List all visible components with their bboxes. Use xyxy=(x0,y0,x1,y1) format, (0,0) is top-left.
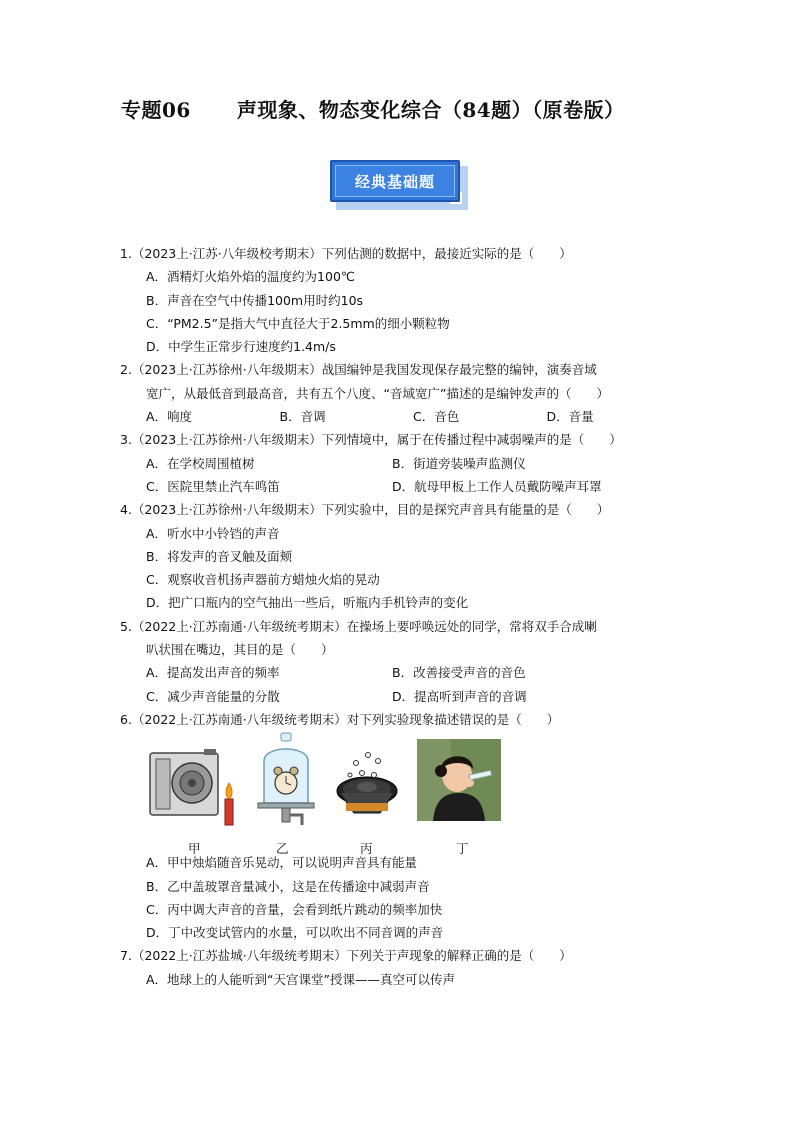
figure-label-bing: 丙 xyxy=(360,841,373,857)
bell-jar-figure xyxy=(250,731,322,837)
radio-candle-figure xyxy=(148,745,244,829)
option-d: D．提高听到声音的音调 xyxy=(392,688,527,704)
q-source: （2022上·江苏盐城·八年级统考期末） xyxy=(131,948,347,964)
option-c: C．丙中调大声音的音量，会看到纸片跳动的频率加快 xyxy=(146,901,443,917)
q-number: 7. xyxy=(120,948,132,964)
option-a: A．提高发出声音的频率 xyxy=(146,665,280,681)
option-d: D．丁中改变试管内的水量，可以吹出不同音调的声音 xyxy=(146,925,444,941)
topic-title: 声现象、物态变化综合（84题）（原卷版） xyxy=(236,98,625,122)
child-photo xyxy=(417,739,501,821)
q-number: 5. xyxy=(120,618,132,634)
option-a: A．在学校周围植树 xyxy=(146,455,255,471)
q-stem: 战国编钟是我国发现保存最完整的编钟，演奏音域 xyxy=(321,362,597,378)
q-stem: 对下列实验现象描述错误的是（ ） xyxy=(346,711,560,727)
q-stem-continued: 叭状围在嘴边，其目的是（ ） xyxy=(146,642,334,658)
topic-number: 专题06 xyxy=(121,98,191,122)
option-b: B．街道旁装噪声监测仪 xyxy=(392,455,526,471)
badge-label: 经典基础题 xyxy=(335,165,455,197)
section-badge xyxy=(330,160,468,212)
q-number: 1. xyxy=(120,246,132,261)
option-a: A．响度 xyxy=(146,409,193,425)
option-a: A．甲中烛焰随音乐晃动，可以说明声音具有能量 xyxy=(146,855,418,871)
question-3 xyxy=(120,428,680,498)
q-source: （2023上·江苏徐州·八年级期末） xyxy=(131,362,322,378)
option-d: D．中学生正常步行速度约1.4m/s xyxy=(146,339,336,355)
q-number: 4. xyxy=(120,502,132,518)
option-d: D．航母甲板上工作人员戴防噪声耳罩 xyxy=(392,478,602,494)
figure-label-ding: 丁 xyxy=(456,841,469,857)
q-stem: 下列估测的数据中，最接近实际的是（ ） xyxy=(321,246,572,261)
option-b: B．将发声的音叉触及面颊 xyxy=(146,548,293,564)
q-stem: 下列情境中，属于在传播过程中减弱噪声的是（ ） xyxy=(321,432,622,448)
option-a: A．听水中小铃铛的声音 xyxy=(146,525,280,541)
q-stem: 下列关于声现象的解释正确的是（ ） xyxy=(346,948,572,964)
question-2 xyxy=(120,358,680,428)
q-number: 2. xyxy=(120,362,132,378)
speaker-figure xyxy=(334,749,400,821)
figure-label-jia: 甲 xyxy=(188,841,201,857)
option-c: C．观察收音机扬声器前方蜡烛火焰的晃动 xyxy=(146,572,380,588)
option-c: C．“PM2.5”是指大气中直径大于2.5mm的细小颗粒物 xyxy=(146,315,450,331)
q-source: （2022上·江苏南通·八年级统考期末） xyxy=(131,711,347,727)
question-4 xyxy=(120,498,680,614)
option-a: A．酒精灯火焰外焰的温度约为100℃ xyxy=(146,269,355,285)
q-number: 3. xyxy=(120,432,132,448)
option-b: B．改善接受声音的音色 xyxy=(392,665,526,681)
option-b: B．音调 xyxy=(279,409,326,425)
q-number: 6. xyxy=(120,711,132,727)
option-c: C．医院里禁止汽车鸣笛 xyxy=(146,478,280,494)
q-source: （2023上·江苏徐州·八年级期末） xyxy=(131,432,322,448)
candle-flame xyxy=(226,783,232,799)
q-stem: 在操场上要呼唤远处的同学，常将双手合成喇 xyxy=(346,618,597,634)
option-a: A．地球上的人能听到“天宫课堂”授课——真空可以传声 xyxy=(146,971,456,987)
option-d: D．音量 xyxy=(546,409,594,425)
q-source: （2023上·江苏徐州·八年级期末） xyxy=(131,502,322,518)
option-b: B．声音在空气中传播100m用时约10s xyxy=(146,292,364,308)
question-7 xyxy=(120,944,680,991)
option-d: D．把广口瓶内的空气抽出一些后，听瓶内手机铃声的变化 xyxy=(146,595,469,611)
figure-label-yi: 乙 xyxy=(276,841,289,857)
page-title xyxy=(121,94,625,123)
question-list xyxy=(120,242,680,991)
q-source: （2022上·江苏南通·八年级统考期末） xyxy=(131,618,347,634)
option-c: C．减少声音能量的分散 xyxy=(146,688,280,704)
question-1 xyxy=(120,242,680,358)
candle xyxy=(225,799,233,825)
experiment-figures xyxy=(120,731,680,857)
q-stem: 下列实验中，目的是探究声音具有能量的是（ ） xyxy=(321,502,610,518)
q-stem-continued: 宽广，从最低音到最高音，共有五个八度、“音域宽广”描述的是编钟发声的（ ） xyxy=(146,385,609,401)
question-5 xyxy=(120,615,680,708)
q-source: （2023上·江苏·八年级校考期末） xyxy=(131,246,322,261)
option-c: C．音色 xyxy=(413,409,460,425)
option-b: B．乙中盖玻罩音量减小，这是在传播途中减弱声音 xyxy=(146,878,430,894)
question-6 xyxy=(120,708,680,944)
